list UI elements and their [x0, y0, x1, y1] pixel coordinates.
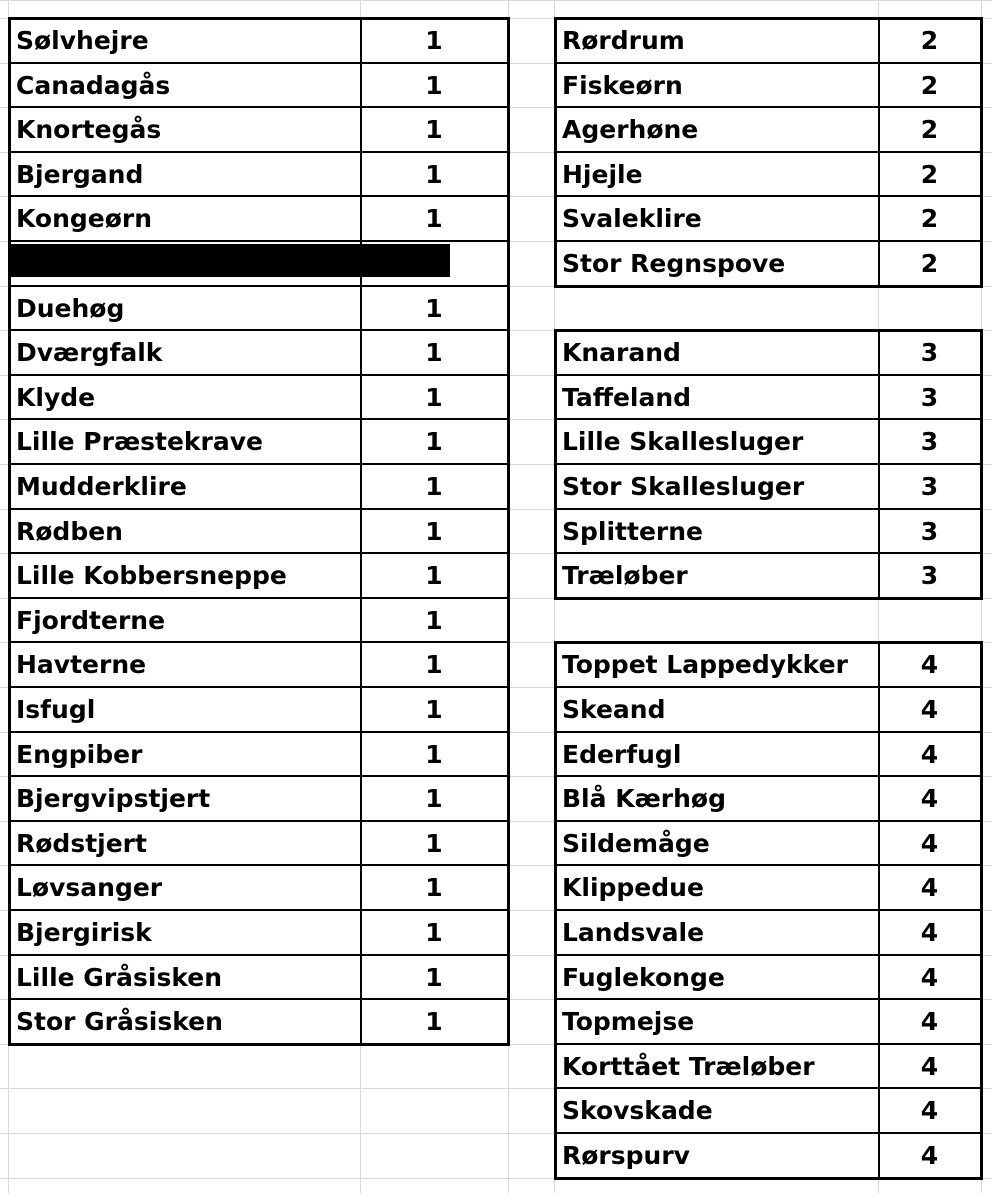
table-border: [878, 329, 880, 600]
species-name-cell[interactable]: Træløber: [562, 561, 688, 590]
count-cell[interactable]: 4: [920, 1052, 939, 1081]
table-border: [8, 1043, 510, 1046]
count-cell[interactable]: 2: [920, 204, 939, 233]
count-cell[interactable]: 1: [425, 115, 443, 144]
table-border: [554, 1043, 983, 1045]
species-name-cell[interactable]: Lille Kobbersneppe: [16, 561, 287, 590]
count-cell[interactable]: 1: [425, 517, 443, 546]
count-cell[interactable]: 2: [920, 249, 939, 278]
species-name-cell[interactable]: Blå Kærhøg: [562, 784, 726, 813]
species-name-cell[interactable]: Toppet Lappedykker: [562, 650, 848, 679]
count-cell[interactable]: 3: [920, 472, 939, 501]
table-border: [8, 285, 510, 287]
species-name-cell[interactable]: Korttået Træløber: [562, 1052, 815, 1081]
species-name-cell[interactable]: Agerhøne: [562, 115, 699, 144]
table-border: [554, 597, 983, 600]
table-border: [554, 641, 983, 644]
table-border: [8, 195, 510, 197]
species-name-cell[interactable]: Topmejse: [562, 1007, 695, 1036]
table-border: [554, 508, 983, 510]
table-border: [554, 463, 983, 465]
table-border: [554, 240, 983, 242]
species-name-cell[interactable]: Stor Regnspove: [562, 249, 786, 278]
table-border: [8, 552, 510, 554]
species-name-cell[interactable]: Klippedue: [562, 873, 704, 902]
species-name-cell[interactable]: Duehøg: [16, 294, 125, 323]
count-cell[interactable]: 4: [920, 1141, 939, 1170]
table-border: [8, 597, 510, 599]
species-name-cell[interactable]: Løvsanger: [16, 873, 163, 902]
count-cell[interactable]: 4: [920, 695, 939, 724]
species-name-cell[interactable]: Kongeørn: [16, 204, 153, 233]
table-border: [8, 240, 510, 242]
species-name-cell[interactable]: Mudderklire: [16, 472, 187, 501]
table-border: [878, 641, 880, 1180]
species-name-cell[interactable]: Klyde: [16, 383, 96, 412]
count-cell[interactable]: 2: [920, 160, 939, 189]
count-cell[interactable]: 1: [425, 829, 443, 858]
count-cell[interactable]: 4: [920, 918, 939, 947]
table-border: [8, 775, 510, 777]
species-name-cell[interactable]: Isfugl: [16, 695, 96, 724]
species-name-cell[interactable]: Skovskade: [562, 1096, 713, 1125]
table-border: [8, 864, 510, 866]
species-name-cell[interactable]: Lille Gråsisken: [16, 963, 223, 992]
count-cell[interactable]: 4: [920, 873, 939, 902]
species-name-cell[interactable]: Havterne: [16, 650, 147, 679]
count-cell[interactable]: 1: [425, 71, 443, 100]
species-name-cell[interactable]: Bjergand: [16, 160, 144, 189]
species-name-cell[interactable]: Rørspurv: [562, 1141, 690, 1170]
table-border: [980, 641, 983, 1180]
table-border: [8, 820, 510, 822]
count-cell[interactable]: 3: [920, 561, 939, 590]
table-border: [8, 909, 510, 911]
species-name-cell[interactable]: Sildemåge: [562, 829, 710, 858]
table-border: [8, 106, 510, 108]
redaction-bar: [10, 244, 450, 277]
count-cell[interactable]: 1: [425, 26, 443, 55]
count-cell[interactable]: 3: [920, 427, 939, 456]
species-name-cell[interactable]: Knortegås: [16, 115, 162, 144]
species-name-cell[interactable]: Ederfugl: [562, 740, 682, 769]
species-name-cell[interactable]: Skeand: [562, 695, 666, 724]
table-border: [554, 552, 983, 554]
table-border: [554, 954, 983, 956]
species-name-cell[interactable]: Rørdrum: [562, 26, 685, 55]
count-cell[interactable]: 2: [920, 71, 939, 100]
table-border: [980, 17, 983, 288]
count-cell[interactable]: 1: [425, 561, 443, 590]
species-name-cell[interactable]: Rødben: [16, 517, 123, 546]
table-border: [554, 1132, 983, 1134]
count-cell[interactable]: 4: [920, 784, 939, 813]
count-cell[interactable]: 3: [920, 338, 939, 367]
species-name-cell[interactable]: Sølvhejre: [16, 26, 149, 55]
count-cell[interactable]: 1: [425, 383, 443, 412]
count-cell[interactable]: 4: [920, 740, 939, 769]
table-border: [8, 463, 510, 465]
count-cell[interactable]: 1: [425, 606, 443, 635]
count-cell[interactable]: 1: [425, 740, 443, 769]
table-border: [980, 329, 983, 600]
table-border: [8, 17, 510, 20]
species-name-cell[interactable]: Stor Gråsisken: [16, 1007, 223, 1036]
count-cell[interactable]: 1: [425, 918, 443, 947]
count-cell[interactable]: 1: [425, 294, 443, 323]
gridline-horizontal: [0, 0, 992, 1]
species-name-cell[interactable]: Landsvale: [562, 918, 705, 947]
count-cell[interactable]: 4: [920, 1007, 939, 1036]
count-cell[interactable]: 1: [425, 338, 443, 367]
species-name-cell[interactable]: Dværgfalk: [16, 338, 163, 367]
table-border: [8, 731, 510, 733]
table-border: [554, 998, 983, 1000]
species-name-cell[interactable]: Svaleklire: [562, 204, 702, 233]
count-cell[interactable]: 3: [920, 383, 939, 412]
table-border: [8, 329, 510, 331]
count-cell[interactable]: 1: [425, 160, 443, 189]
table-border: [554, 374, 983, 376]
table-border: [554, 151, 983, 153]
table-border: [554, 106, 983, 108]
count-cell[interactable]: 3: [920, 517, 939, 546]
table-border: [8, 418, 510, 420]
species-name-cell[interactable]: Bjergirisk: [16, 918, 152, 947]
table-border: [554, 686, 983, 688]
table-border: [8, 508, 510, 510]
table-border: [8, 641, 510, 643]
table-border: [8, 998, 510, 1000]
count-cell[interactable]: 1: [425, 784, 443, 813]
species-name-cell[interactable]: Fjordterne: [16, 606, 166, 635]
table-border: [554, 775, 983, 777]
species-name-cell[interactable]: Lille Skallesluger: [562, 427, 804, 456]
table-border: [554, 641, 557, 1180]
species-name-cell[interactable]: Fuglekonge: [562, 963, 725, 992]
species-name-cell[interactable]: Hjejle: [562, 160, 643, 189]
species-name-cell[interactable]: Rødstjert: [16, 829, 147, 858]
count-cell[interactable]: 2: [920, 115, 939, 144]
count-cell[interactable]: 1: [425, 427, 443, 456]
table-border: [8, 686, 510, 688]
table-border: [554, 62, 983, 64]
count-cell[interactable]: 1: [425, 472, 443, 501]
table-border: [8, 17, 11, 1046]
table-border: [554, 909, 983, 911]
count-cell[interactable]: 1: [425, 650, 443, 679]
species-name-cell[interactable]: Splitterne: [562, 517, 703, 546]
table-border: [554, 329, 557, 600]
species-name-cell[interactable]: Engpiber: [16, 740, 143, 769]
table-border: [554, 195, 983, 197]
table-border: [878, 17, 880, 288]
table-border: [554, 1177, 983, 1180]
species-name-cell[interactable]: Lille Præstekrave: [16, 427, 264, 456]
count-cell[interactable]: 4: [920, 829, 939, 858]
table-border: [554, 820, 983, 822]
table-border: [507, 17, 510, 1046]
count-cell[interactable]: 1: [425, 204, 443, 233]
count-cell[interactable]: 1: [425, 695, 443, 724]
count-cell[interactable]: 1: [425, 963, 443, 992]
species-name-cell[interactable]: Canadagås: [16, 71, 171, 100]
table-border: [554, 1087, 983, 1089]
table-border: [8, 62, 510, 64]
table-border: [554, 329, 983, 332]
count-cell[interactable]: 1: [425, 873, 443, 902]
species-name-cell[interactable]: Stor Skallesluger: [562, 472, 805, 501]
count-cell[interactable]: 4: [920, 1096, 939, 1125]
table-border: [8, 374, 510, 376]
species-name-cell[interactable]: Taffeland: [562, 383, 692, 412]
table-border: [360, 17, 362, 1046]
count-cell[interactable]: 1: [425, 1007, 443, 1036]
table-border: [554, 418, 983, 420]
count-cell[interactable]: 2: [920, 26, 939, 55]
table-border: [554, 17, 557, 288]
table-border: [554, 17, 983, 20]
table-border: [554, 731, 983, 733]
species-name-cell[interactable]: Knarand: [562, 338, 681, 367]
count-cell[interactable]: 4: [920, 650, 939, 679]
count-cell[interactable]: 4: [920, 963, 939, 992]
table-border: [554, 864, 983, 866]
table-border: [8, 954, 510, 956]
table-border: [554, 285, 983, 288]
species-name-cell[interactable]: Fiskeørn: [562, 71, 683, 100]
species-name-cell[interactable]: Bjergvipstjert: [16, 784, 211, 813]
table-border: [8, 151, 510, 153]
